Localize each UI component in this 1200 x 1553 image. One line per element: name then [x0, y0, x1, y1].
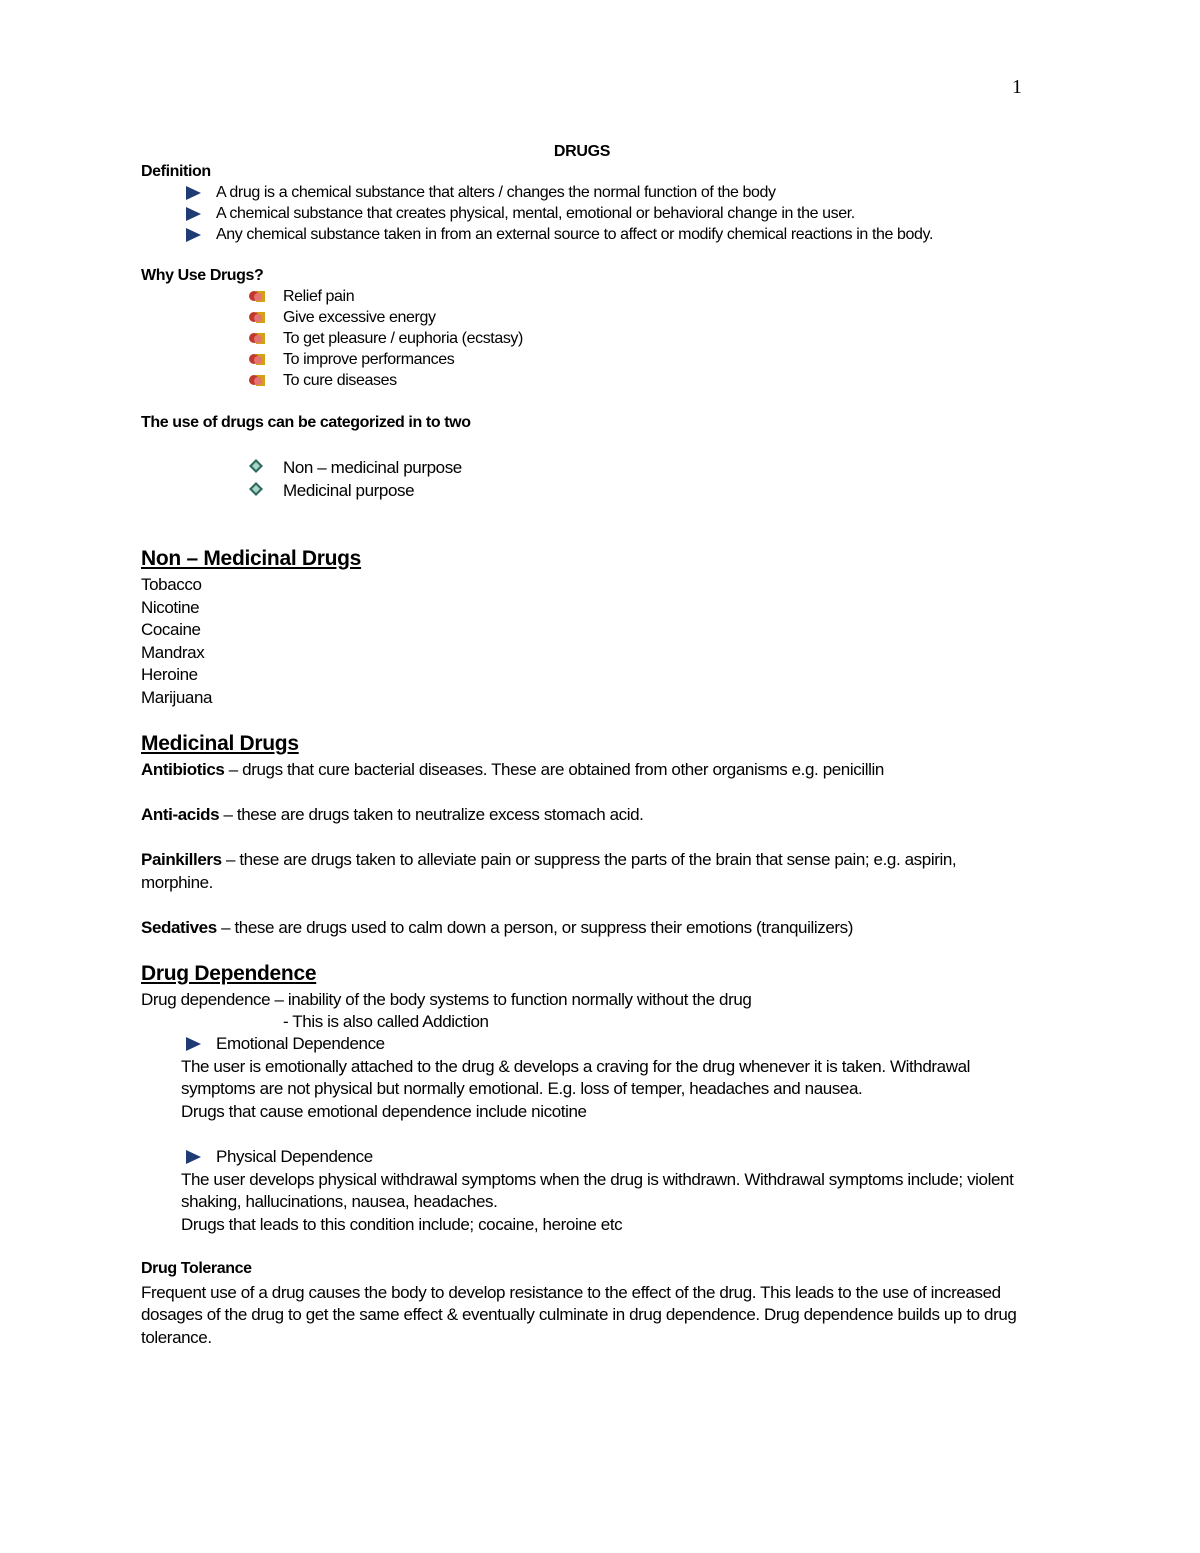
category-item: Non – medicinal purpose [283, 458, 462, 477]
medicinal-description: – drugs that cure bacterial diseases. These are obtained from other organisms e.g. penicillin [224, 760, 884, 779]
page-number: 1 [1012, 76, 1022, 98]
medicinal-term: Painkillers [141, 850, 222, 869]
why-use-heading: Why Use Drugs? [141, 267, 264, 284]
medicinal-entry [141, 918, 853, 938]
triangle-bullet-icon [186, 1150, 201, 1164]
non-medicinal-heading: Non – Medicinal Drugs [141, 547, 362, 570]
flower-bullet-icon [248, 374, 265, 387]
flower-bullet-icon [248, 290, 265, 303]
why-use-item: To get pleasure / euphoria (ecstasy) [283, 330, 523, 347]
non-medicinal-item: Mandrax [141, 643, 205, 662]
non-medicinal-item: Cocaine [141, 620, 201, 639]
non-medicinal-item: Tobacco [141, 575, 202, 594]
category-item: Medicinal purpose [283, 481, 415, 500]
categories-heading: The use of drugs can be categorized in to two [141, 414, 471, 431]
non-medicinal-item: Heroine [141, 665, 198, 684]
flower-bullet-icon [248, 353, 265, 366]
flower-bullet-icon [248, 311, 265, 324]
medicinal-term: Sedatives [141, 918, 217, 937]
medicinal-term: Anti-acids [141, 805, 220, 824]
medicinal-description: – these are drugs taken to neutralize excess stomach acid. [219, 805, 644, 824]
triangle-bullet-icon [186, 207, 201, 221]
diamond-bullet-icon [249, 482, 263, 496]
triangle-bullet-icon [186, 1037, 201, 1051]
why-use-item: To improve performances [283, 351, 455, 368]
emotional-dependence-text: Drugs that cause emotional dependence include nicotine [181, 1102, 587, 1121]
diamond-bullet-icon [249, 459, 263, 473]
medicinal-entry [141, 760, 884, 780]
why-use-item: Relief pain [283, 288, 355, 305]
medicinal-entry [141, 805, 644, 825]
medicinal-description: – these are drugs used to calm down a person, or suppress their emotions (tranquilizers) [216, 918, 854, 937]
definition-item: Any chemical substance taken in from an external source to affect or modify chemical reactions in the body. [216, 226, 933, 243]
medicinal-entry [141, 850, 956, 870]
triangle-bullet-icon [186, 186, 201, 200]
dependence-heading: Drug Dependence [141, 962, 317, 985]
medicinal-term: Antibiotics [141, 760, 225, 779]
emotional-dependence-label: Emotional Dependence [216, 1034, 385, 1053]
physical-dependence-text: The user develops physical withdrawal symptoms when the drug is withdrawn. Withdrawal symptoms include; violent [181, 1170, 1014, 1189]
medicinal-description-continued: morphine. [141, 873, 213, 892]
dependence-definition: Drug dependence – inability of the body systems to function normally without the drug [141, 990, 752, 1009]
tolerance-heading: Drug Tolerance [141, 1260, 252, 1277]
physical-dependence-text: shaking, hallucinations, nausea, headaches. [181, 1192, 498, 1211]
medicinal-heading: Medicinal Drugs [141, 732, 299, 755]
medicinal-description: – these are drugs taken to alleviate pain or suppress the parts of the brain that sense pain; e.g. aspirin, [221, 850, 957, 869]
non-medicinal-item: Nicotine [141, 598, 200, 617]
definition-item: A chemical substance that creates physical, mental, emotional or behavioral change in the user. [216, 205, 855, 222]
non-medicinal-item: Marijuana [141, 688, 213, 707]
emotional-dependence-text: The user is emotionally attached to the drug & develops a craving for the drug whenever it is taken. Withdrawal [181, 1057, 971, 1076]
physical-dependence-text: Drugs that leads to this condition include; cocaine, heroine etc [181, 1215, 623, 1234]
flower-bullet-icon [248, 332, 265, 345]
tolerance-text: dosages of the drug to get the same effect & eventually culminate in drug dependence. Drug dependence builds up to drug [141, 1305, 1017, 1324]
dependence-addiction-note: - This is also called Addiction [283, 1012, 489, 1031]
document-title: DRUGS [553, 143, 611, 160]
physical-dependence-label: Physical Dependence [216, 1147, 373, 1166]
tolerance-text: tolerance. [141, 1328, 212, 1347]
triangle-bullet-icon [186, 228, 201, 242]
why-use-item: Give excessive energy [283, 309, 436, 326]
definition-item: A drug is a chemical substance that alters / changes the normal function of the body [216, 184, 776, 201]
tolerance-text: Frequent use of a drug causes the body to develop resistance to the effect of the drug. This leads to the use of increased [141, 1283, 1001, 1302]
definition-heading: Definition [141, 163, 211, 180]
why-use-item: To cure diseases [283, 372, 397, 389]
emotional-dependence-text: symptoms are not physical but normally emotional. E.g. loss of temper, headaches and nausea. [181, 1079, 863, 1098]
